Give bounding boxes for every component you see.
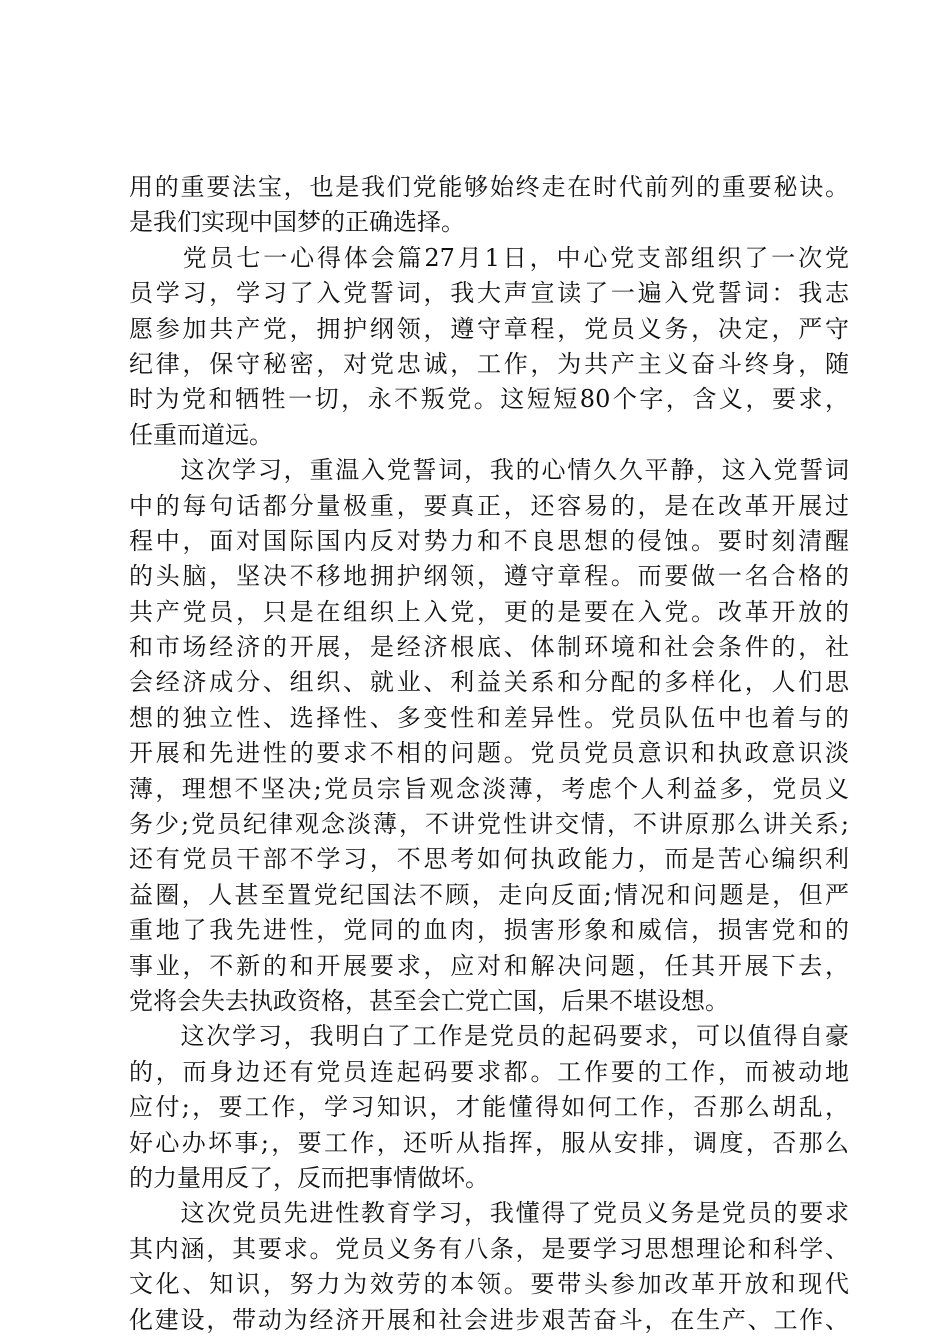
text-line: 党员七一心得体会篇27月1日，中心党支部组织了一次党	[129, 243, 849, 272]
text-line: 愿参加共产党，拥护纲领，遵守章程，党员义务，决定，严守	[129, 314, 849, 343]
body-text	[129, 170, 849, 1338]
text-line: 任重而道远。	[129, 420, 273, 449]
text-line: 时为党和牺牲一切，永不叛党。这短短80个字，含义，要求，	[129, 385, 849, 414]
text-line: 和市场经济的开展，是经济根底、体制环境和社会条件的，社	[129, 633, 849, 662]
text-line: 会经济成分、组织、就业、利益关系和分配的多样化，人们思	[129, 668, 849, 697]
text-line: 想的独立性、选择性、多变性和差异性。党员队伍中也着与的	[129, 703, 849, 732]
text-line: 化建设，带动为经济开展和社会进步艰苦奋斗，在生产、工作、	[129, 1305, 849, 1334]
text-line: 员学习，学习了入党誓词，我大声宣读了一遍入党誓词：我志	[129, 279, 849, 308]
text-line: 共产党员，只是在组织上入党，更的是要在入党。改革开放的	[129, 597, 849, 626]
text-line: 薄，理想不坚决;党员宗旨观念淡薄，考虑个人利益多，党员义	[129, 774, 849, 803]
text-line: 还有党员干部不学习，不思考如何执政能力，而是苦心编织利	[129, 845, 849, 874]
text-line: 这次学习，我明白了工作是党员的起码要求，可以值得自豪	[129, 1022, 849, 1051]
text-line: 是我们实现中国梦的正确选择。	[129, 208, 465, 237]
text-line: 益圈，人甚至置党纪国法不顾，走向反面;情况和问题是，但严	[129, 880, 849, 909]
text-line: 务少;党员纪律观念淡薄，不讲党性讲交情，不讲原那么讲关系;	[129, 810, 849, 839]
text-line: 用的重要法宝，也是我们党能够始终走在时代前列的重要秘诀。	[129, 173, 849, 201]
text-line: 程中，面对国际国内反对势力和不良思想的侵蚀。要时刻清醒	[129, 526, 849, 555]
text-line: 中的每句话都分量极重，要真正，还容易的，是在改革开展过	[129, 491, 849, 520]
text-line: 的力量用反了，反而把事情做坏。	[129, 1163, 489, 1192]
text-line: 这次学习，重温入党誓词，我的心情久久平静，这入党誓词	[129, 456, 849, 485]
text-line: 应付;，要工作，学习知识，才能懂得如何工作，否那么胡乱，	[129, 1093, 849, 1122]
text-line: 纪律，保守秘密，对党忠诚，工作，为共产主义奋斗终身，随	[129, 349, 849, 378]
text-line: 党将会失去执政资格，甚至会亡党亡国，后果不堪设想。	[129, 986, 729, 1015]
text-line: 这次党员先进性教育学习，我懂得了党员义务是党员的要求	[129, 1199, 849, 1228]
text-line: 开展和先进性的要求不相的问题。党员党员意识和执政意识淡	[129, 739, 849, 768]
text-line: 事业，不新的和开展要求，应对和解决问题，任其开展下去，	[129, 951, 849, 980]
text-line: 的头脑，坚决不移地拥护纲领，遵守章程。而要做一名合格的	[129, 562, 849, 591]
text-line: 的，而身边还有党员连起码要求都。工作要的工作，而被动地	[129, 1057, 849, 1086]
text-line: 好心办坏事;，要工作，还听从指挥，服从安排，调度，否那么	[129, 1128, 849, 1157]
text-line: 重地了我先进性，党同的血肉，损害形象和威信，损害党和的	[129, 916, 849, 945]
text-line: 文化、知识，努力为效劳的本领。要带头参加改革开放和现代	[129, 1270, 849, 1299]
text-line: 其内涵，其要求。党员义务有八条，是要学习思想理论和科学、	[129, 1234, 849, 1263]
